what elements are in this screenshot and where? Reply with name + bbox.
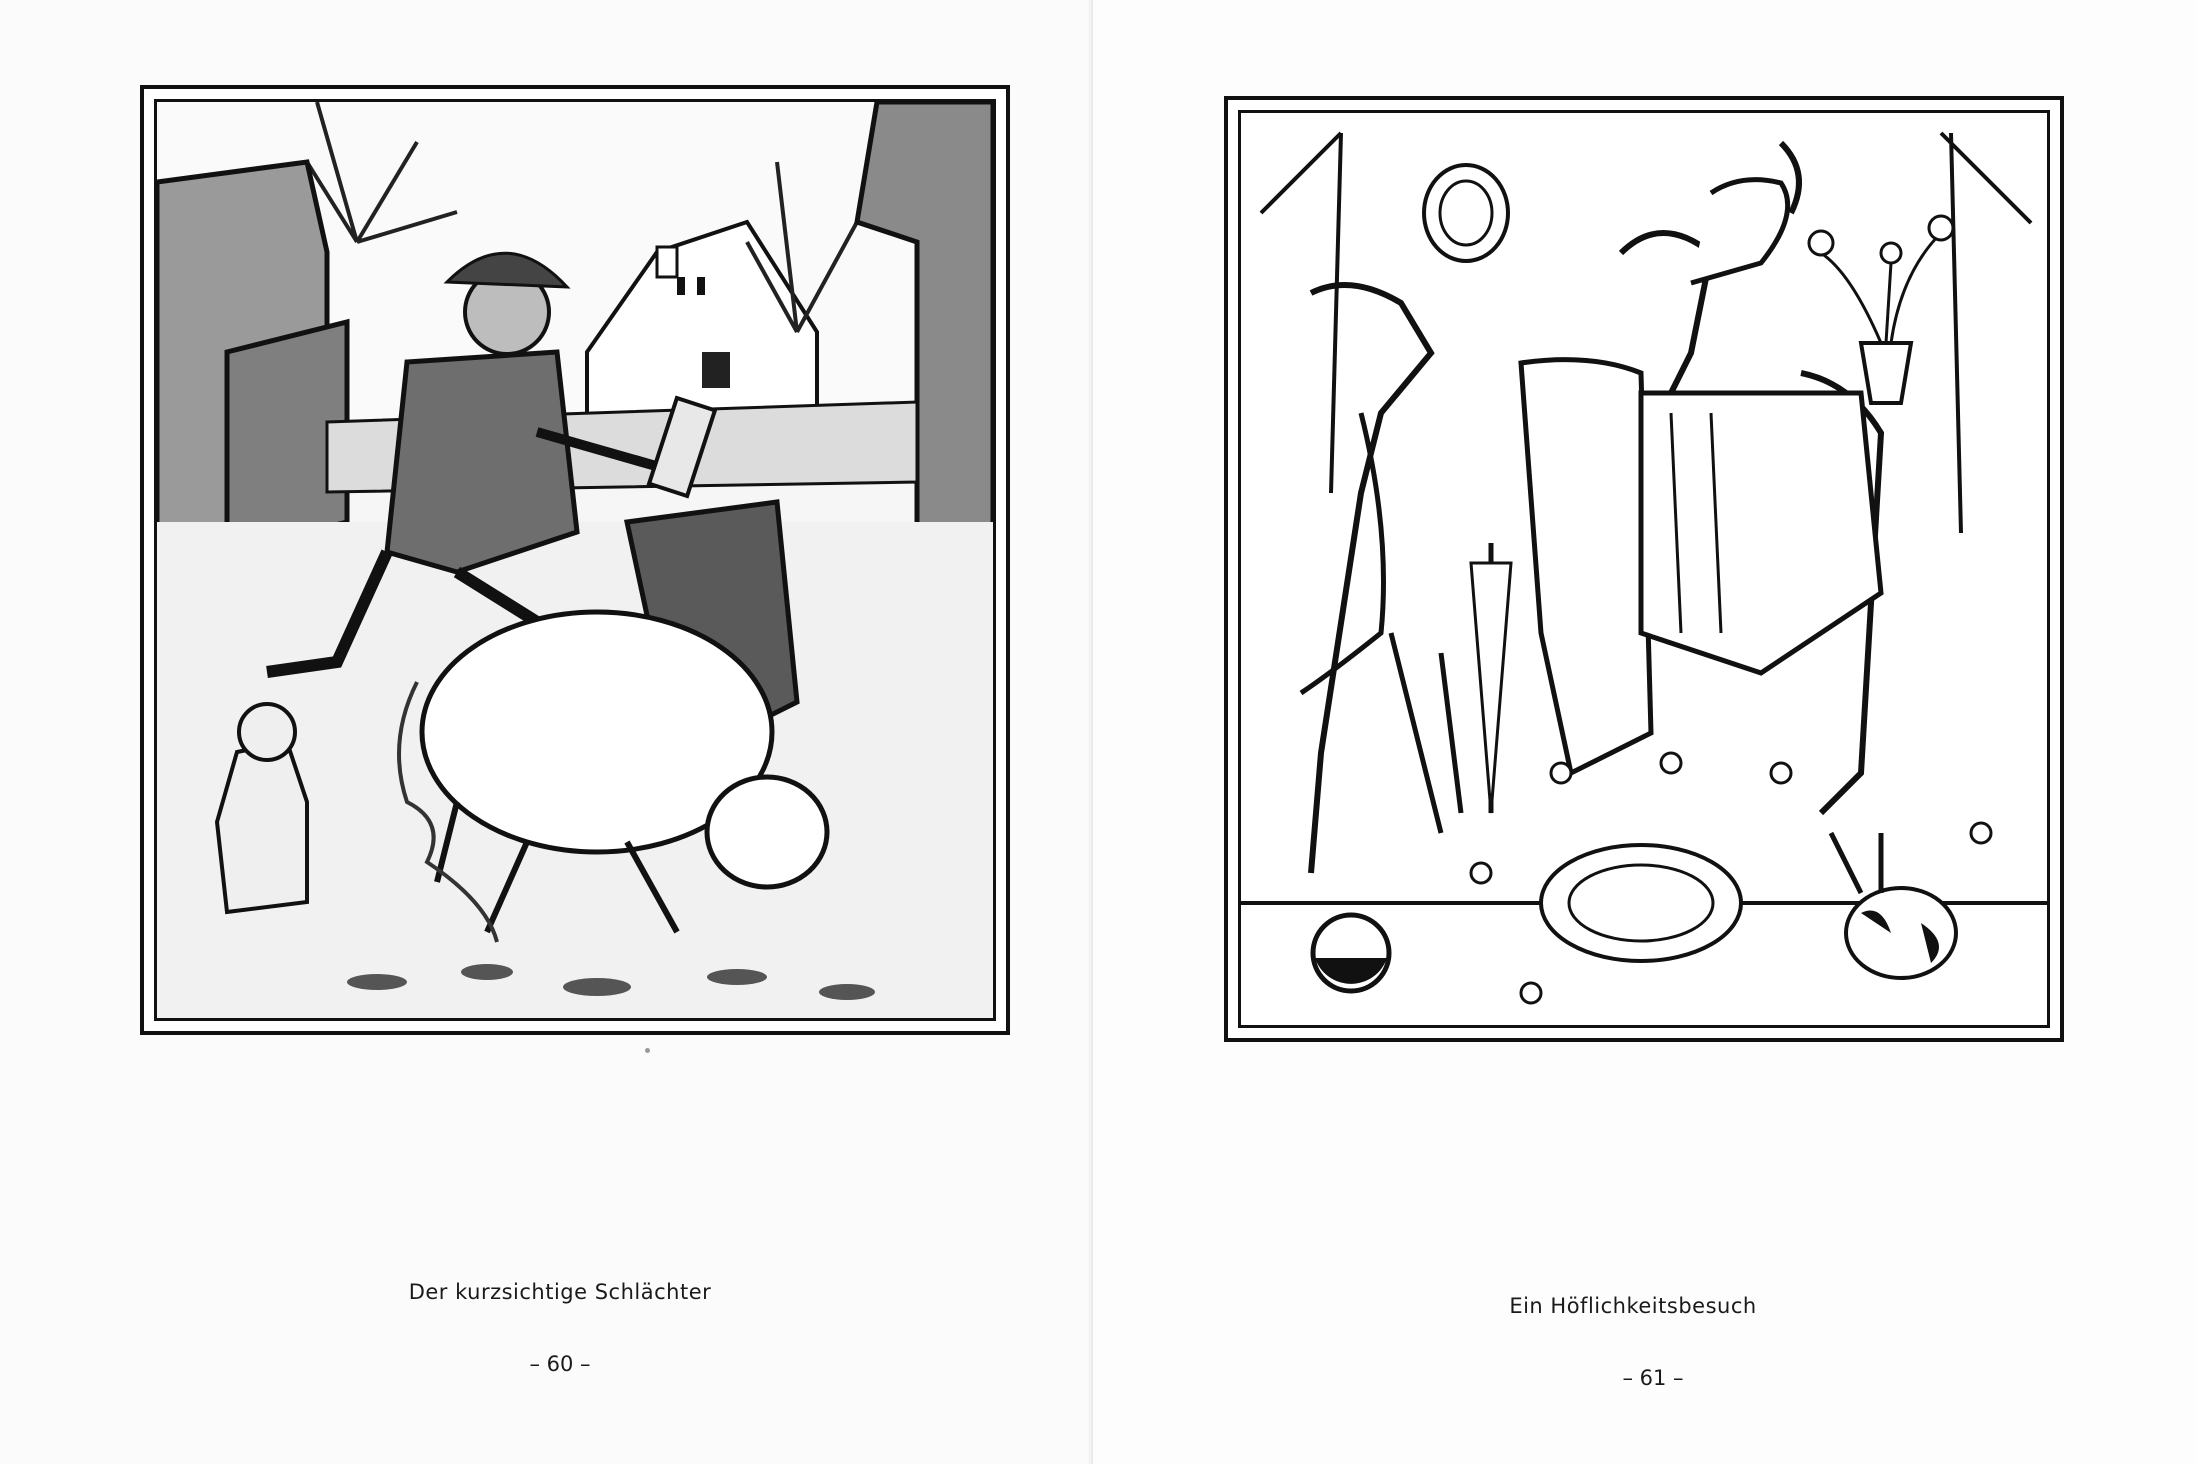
page-number-left: – 60 – <box>529 1352 591 1376</box>
illustration-caption-right: Ein Höflichkeitsbesuch <box>1509 1294 1757 1318</box>
page-number-right: – 61 – <box>1622 1366 1684 1390</box>
illustration-visit-frame <box>1224 96 2064 1042</box>
illustration-butcher-frame <box>140 85 1010 1035</box>
left-page <box>0 0 1093 1464</box>
illustration-visit <box>1238 110 2050 1028</box>
print-speck <box>645 1048 650 1053</box>
illustration-butcher <box>154 99 996 1021</box>
right-page <box>1093 0 2196 1464</box>
illustration-caption-left: Der kurzsichtige Schlächter <box>408 1280 712 1304</box>
